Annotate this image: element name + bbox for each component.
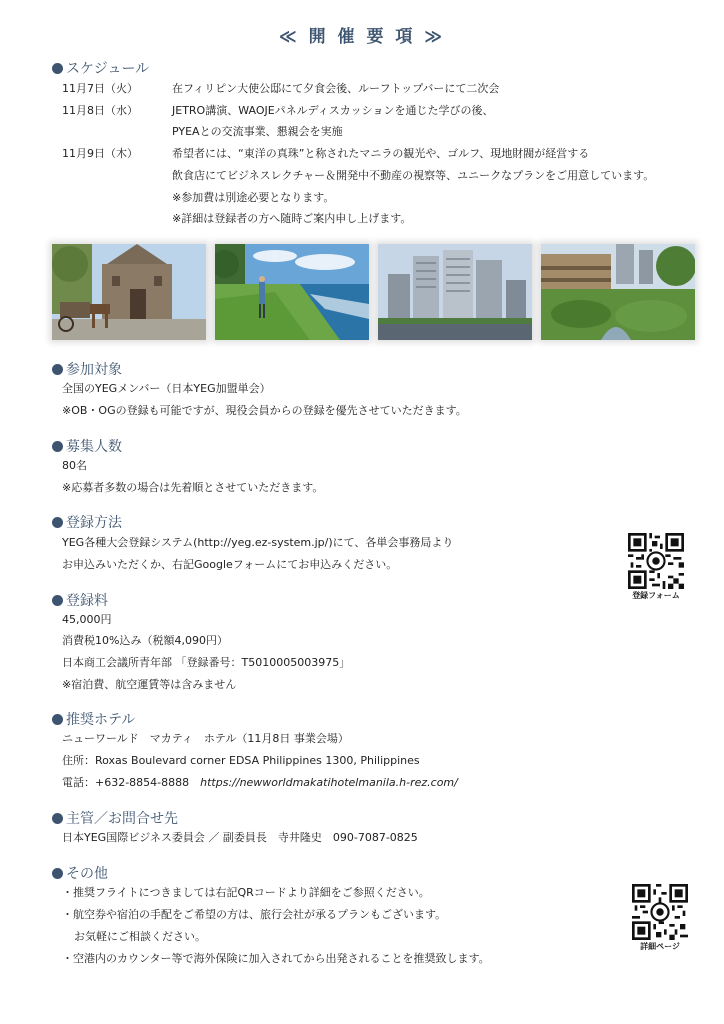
- hotel-website-link[interactable]: https://newworldmakatihotelmanila.h-rez.com/: [200, 776, 458, 789]
- capacity-heading: 募集人数: [52, 436, 122, 456]
- schedule-day1-date: 11月7日（火）: [62, 82, 138, 95]
- other-heading: その他: [52, 863, 108, 883]
- bullet-dot-icon: [52, 595, 63, 606]
- hotel-line-2: 住所：Roxas Boulevard corner EDSA Philippines 1300, Philippines: [62, 754, 420, 767]
- page-title: ≪ 開 催 要 項 ≫: [278, 27, 446, 47]
- target-line-1: 全国のYEGメンバー（日本YEG加盟単会）: [62, 382, 271, 395]
- fee-line-3: 日本商工会議所青年部 「登録番号：T5010005003975」: [62, 656, 351, 669]
- fee-line-1: 45,000円: [62, 613, 112, 626]
- schedule-day3-text4: ※詳細は登録者の方へ随時ご案内申し上げます。: [172, 212, 412, 225]
- other-line-1: ・推奨フライトにつきましては右記QRコードより詳細をご参照ください。: [62, 886, 430, 899]
- bullet-dot-icon: [52, 441, 63, 452]
- capacity-line-1: 80名: [62, 459, 87, 472]
- schedule-day2-text2: PYEAとの交流事業、懇親会を実施: [172, 125, 343, 138]
- other-line-4: ・空港内のカウンター等で海外保険に加入されてから出発されることを推奨致します。: [62, 952, 490, 965]
- fee-heading: 登録料: [52, 590, 108, 610]
- bullet-dot-icon: [52, 364, 63, 375]
- church-ruins-photo: [52, 244, 206, 340]
- schedule-day3-text2: 飲食店にてビジネスレクチャー＆開発中不動産の視察等、ユニークなプランをご用意しています。: [172, 169, 655, 182]
- other-line-3: お気軽にご相談ください。: [74, 930, 206, 943]
- schedule-day3-text1: 希望者には、“東洋の真珠”と称されたマニラの観光や、ゴルフ、現地財閥が経営する: [172, 147, 590, 160]
- bullet-dot-icon: [52, 813, 63, 824]
- bullet-dot-icon: [52, 63, 63, 74]
- hotel-garden-photo: [541, 244, 695, 340]
- registration-line-1: YEG各種大会登録システム(http://yeg.ez-system.jp/)にて、各単会事務局より: [62, 536, 454, 549]
- registration-line-2: お申込みいただくか、右記Googleフォームにてお申込みください。: [62, 558, 398, 571]
- schedule-day2-date: 11月8日（水）: [62, 104, 138, 117]
- target-heading: 参加対象: [52, 359, 122, 379]
- fee-line-4: ※宿泊費、航空運賃等は含みません: [62, 678, 237, 691]
- bullet-dot-icon: [52, 714, 63, 725]
- details-qr-code-icon[interactable]: [632, 884, 688, 940]
- hotel-heading: 推奨ホテル: [52, 709, 135, 729]
- bullet-dot-icon: [52, 868, 63, 879]
- schedule-day3-text3: ※参加費は別途必要となります。: [172, 191, 335, 204]
- bullet-dot-icon: [52, 517, 63, 528]
- schedule-day2-text1: JETRO講演、WAOJEパネルディスカッションを通じた学びの後、: [172, 104, 494, 117]
- schedule-day1-text: 在フィリピン大使公邸にて夕食会後、ルーフトップバーにて二次会: [172, 82, 500, 95]
- contact-heading: 主管／お問合せ先: [52, 808, 178, 828]
- schedule-heading: スケジュール: [52, 58, 149, 78]
- contact-line-1: 日本YEG国際ビジネス委員会 ／ 副委員長 寺井隆史 090-7087-0825: [62, 831, 418, 844]
- details-qr-label: 詳細ページ: [640, 942, 680, 951]
- fee-line-2: 消費税10%込み（税額4,090円）: [62, 634, 228, 647]
- hotel-line-3: [62, 776, 458, 790]
- hotel-line-1: ニューワールド マカティ ホテル（11月8日 事業会場）: [62, 732, 349, 745]
- capacity-line-2: ※応募者多数の場合は先着順とさせていただきます。: [62, 481, 324, 494]
- hotel-phone: 電話：+632-8854-8888: [62, 776, 201, 789]
- other-line-2: ・航空券や宿泊の手配をご希望の方は、旅行会社が承るプランもございます。: [62, 908, 447, 921]
- photo-strip: [52, 244, 694, 340]
- golf-coast-photo: [215, 244, 369, 340]
- city-towers-photo: [378, 244, 532, 340]
- registration-heading: 登録方法: [52, 512, 122, 532]
- schedule-day3-date: 11月9日（木）: [62, 147, 138, 160]
- registration-qr-code-icon[interactable]: [628, 533, 684, 589]
- target-line-2: ※OB・OGの登録も可能ですが、現役会員からの登録を優先させていただきます。: [62, 404, 467, 417]
- registration-qr-label: 登録フォーム: [632, 591, 680, 600]
